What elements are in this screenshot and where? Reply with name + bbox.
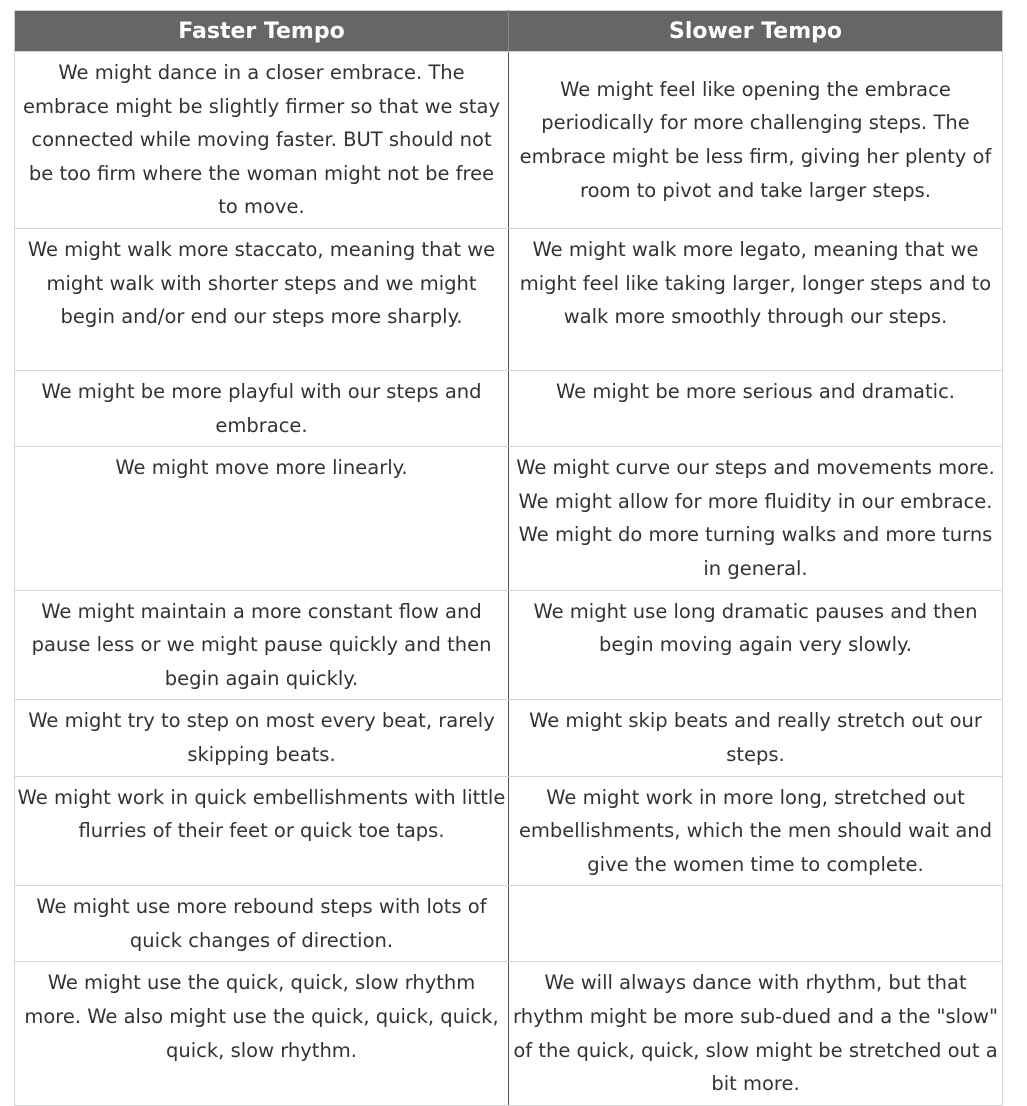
faster-cell: We might be more playful with our steps and embrace.	[15, 370, 509, 446]
faster-cell: We might use the quick, quick, slow rhythm more. We also might use the quick, quick, quick, quick, slow rhythm.	[15, 962, 509, 1105]
slower-cell: We might feel like opening the embrace periodically for more challenging steps. The embrace might be less firm, giving her plenty of room to pivot and take larger steps.	[509, 52, 1003, 229]
table-row	[15, 52, 1003, 229]
table-row	[15, 962, 1003, 1105]
faster-cell: We might work in quick embellishments with little flurries of their feet or quick toe taps.	[15, 776, 509, 886]
slower-cell-empty	[509, 886, 1003, 962]
table-row	[15, 776, 1003, 886]
faster-cell: We might use more rebound steps with lots of quick changes of direction.	[15, 886, 509, 962]
tempo-comparison-table	[14, 10, 1003, 1106]
slower-cell: We might use long dramatic pauses and then begin moving again very slowly.	[509, 590, 1003, 700]
table-row	[15, 447, 1003, 590]
slower-cell: We might work in more long, stretched out embellishments, which the men should wait and give the women time to complete.	[509, 776, 1003, 886]
table-row	[15, 590, 1003, 700]
slower-cell: We might be more serious and dramatic.	[509, 370, 1003, 446]
faster-cell: We might dance in a closer embrace. The embrace might be slightly firmer so that we stay connected while moving faster. BUT should not be too firm where the woman might not be free to move.	[15, 52, 509, 229]
header-faster-tempo: Faster Tempo	[15, 11, 509, 52]
faster-cell: We might move more linearly.	[15, 447, 509, 590]
table-row	[15, 370, 1003, 446]
faster-cell: We might maintain a more constant flow and pause less or we might pause quickly and then begin again quickly.	[15, 590, 509, 700]
faster-cell: We might try to step on most every beat, rarely skipping beats.	[15, 700, 509, 776]
header-row	[15, 11, 1003, 52]
slower-cell: We might curve our steps and movements more. We might allow for more fluidity in our embrace. We might do more turning walks and more turns in general.	[509, 447, 1003, 590]
table-row	[15, 886, 1003, 962]
table-row	[15, 228, 1003, 370]
slower-cell: We might skip beats and really stretch out our steps.	[509, 700, 1003, 776]
slower-cell: We might walk more legato, meaning that we might feel like taking larger, longer steps and to walk more smoothly through our steps.	[509, 228, 1003, 370]
slower-cell: We will always dance with rhythm, but that rhythm might be more sub-dued and a the "slow" of the quick, quick, slow might be stretched out a bit more.	[509, 962, 1003, 1105]
header-slower-tempo: Slower Tempo	[509, 11, 1003, 52]
faster-cell: We might walk more staccato, meaning that we might walk with shorter steps and we might begin and/or end our steps more sharply.	[15, 228, 509, 370]
table-row	[15, 700, 1003, 776]
